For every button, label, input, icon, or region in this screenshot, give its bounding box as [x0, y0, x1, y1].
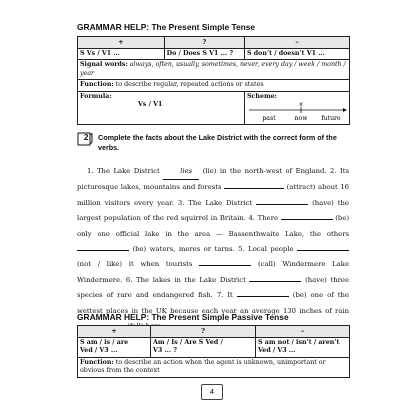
scheme-cell: Scheme: x past now future: [245, 91, 350, 125]
passive-function-text: to describe an action when the agent is unknown, unimportant or obvious from the context: [80, 358, 326, 374]
exercise-passage: 1. The Lake District lies (lie) in the north-west of England. 2. Its picturesque lakes, mountains and forests (attract) about 16 million visitors every year. 3. The Lake District (have) the largest population of the red squirrel in Britain. 4. There (be) only one official lake in the area — Bassenthwaite Lake, the others (be) waters, meres or tarns. 5. Local people (not / like) it when tourists (call) Windermere Lake Windermere. 6. The lakes in the Lake District (have) three species of rare and endangered fish. 7. It (be) one of the wettest places in the UK because each year an average 130 inches of rain: [77, 164, 349, 334]
passive-affirmative-form: S am / is / are Ved / V3 ...: [78, 337, 151, 357]
example-answer: lies: [163, 164, 199, 180]
blank-3[interactable]: [256, 196, 308, 205]
affirmative-header: +: [78, 37, 165, 49]
scheme-mark: x: [299, 101, 303, 108]
function-row: Function: to describe regular, repeated actions or states: [78, 80, 350, 92]
signal-words: always, often, usually, sometimes, never, every day / week / month / year: [80, 61, 346, 77]
scheme-future: future: [321, 115, 341, 122]
scheme-now: now: [294, 115, 308, 122]
formula-value: Vs / V1: [138, 101, 163, 108]
exercise-instruction: Complete the facts about the Lake District with the correct form of the verbs.: [98, 133, 337, 152]
grammar-help-passive-title: GRAMMAR HELP: The Present Simple Passive Tense: [77, 312, 289, 322]
blank-6[interactable]: [297, 242, 349, 251]
blank-2[interactable]: [224, 180, 284, 189]
present-simple-passive-table: [77, 325, 350, 378]
blank-5[interactable]: [77, 242, 129, 251]
formula-cell: Formula: Vs / V1: [78, 91, 245, 125]
passive-question-form: Am / Is / Are S Ved / V3 ... ?: [151, 337, 256, 357]
passive-negative-form: S am not / isn’t / aren’t Ved / V3 ...: [256, 337, 350, 357]
page-number: 4: [201, 384, 223, 400]
passive-question-header: ?: [151, 326, 256, 338]
affirmative-form: S Vs / V1 ...: [78, 48, 165, 60]
blank-7[interactable]: [199, 257, 251, 266]
timeline-scheme: [247, 101, 347, 123]
function-text: to describe regular, repeated actions or states: [113, 81, 264, 88]
question-form: Do / Does S V1 ... ?: [164, 48, 244, 60]
blank-8[interactable]: [249, 273, 301, 282]
passive-function-row: Function: to describe an action when the agent is unknown, unimportant or obvious from the context: [78, 357, 350, 377]
signal-words-row: Signal words: always, often, usually, sometimes, never, every day / week / month / year: [78, 60, 350, 80]
negative-form: S don’t / doesn’t V1 ...: [245, 48, 350, 60]
timeline-arrow-icon: [343, 108, 347, 112]
exercise-number: 2: [84, 133, 89, 142]
blank-9[interactable]: [237, 288, 289, 297]
grammar-help-title: GRAMMAR HELP: The Present Simple Tense: [77, 22, 256, 32]
present-simple-table: [77, 36, 350, 125]
scheme-past: past: [262, 115, 276, 122]
question-header: ?: [164, 37, 244, 49]
blank-4[interactable]: [281, 211, 333, 220]
passive-negative-header: –: [256, 326, 350, 338]
negative-header: –: [245, 37, 350, 49]
passive-affirmative-header: +: [78, 326, 151, 338]
